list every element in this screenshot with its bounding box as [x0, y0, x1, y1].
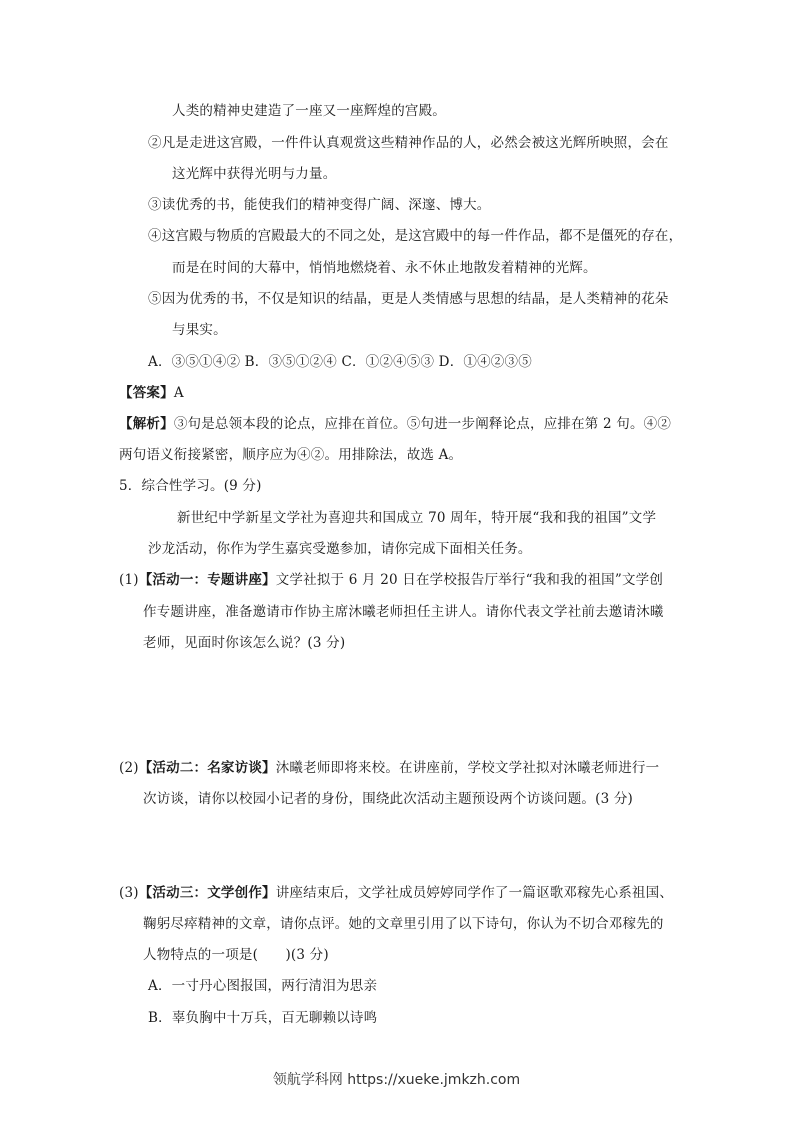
part-3-cont: 鞠躬尽瘁精神的文章，请你点评。她的文章里引用了以下诗句，你认为不切合邓稼先的: [143, 916, 664, 932]
option-b: B．辜负胸中十万兵，百无聊赖以诗鸣: [148, 1010, 378, 1026]
option-a: A．一寸丹心图报国，两行清泪为思亲: [148, 978, 378, 994]
answer-line: [119, 383, 184, 403]
part-2-cont: 次访谈，请你以校园小记者的身份，围绕此次活动主题预设两个访谈问题。(3 分): [143, 791, 634, 807]
analysis-line: [119, 414, 671, 434]
analysis-line-cont: 两句语义衔接紧密，顺序应为④②。用排除法，故选 A。: [119, 447, 463, 463]
part-2-tag: 【活动二：名家访谈】: [138, 760, 276, 776]
part-2: [119, 758, 659, 778]
sentence-5: ⑤因为优秀的书，不仅是知识的结晶，更是人类情感与思想的结晶，是人类精神的花朵: [148, 291, 669, 307]
question-5-intro-cont: 沙龙活动，你作为学生嘉宾受邀参加，请你完成下面相关任务。: [148, 541, 532, 557]
sentence-5-cont: 与果实。: [172, 322, 227, 338]
sentence-4: ④这宫殿与物质的宫殿最大的不同之处，是这宫殿中的每一件作品，都不是僵死的存在，: [148, 228, 683, 244]
page-footer: 领航学科网 https://xueke.jmkzh.com: [272, 1072, 521, 1088]
answer-tag: 【答案】: [119, 385, 174, 401]
part-1-number: (1): [119, 572, 139, 588]
analysis-text: ③句是总领本段的论点，应排在首位。⑤句进一步阐释论点，应排在第 2 句。④②: [173, 416, 672, 432]
analysis-tag: 【解析】: [119, 416, 174, 432]
part-3-number: (3): [119, 885, 139, 901]
part-1: [119, 570, 663, 590]
part-3: [119, 883, 673, 903]
part-3-tag: 【活动三：文学创作】: [138, 885, 276, 901]
question-5-intro: 新世纪中学新星文学社为喜迎共和国成立 70 周年，特开展“我和我的祖国”文学: [177, 510, 657, 526]
sentence-4-cont: 而是在时间的大幕中，悄悄地燃烧着、永不休止地散发着精神的光辉。: [172, 260, 597, 276]
passage-line: 人类的精神史建造了一座又一座辉煌的宫殿。: [172, 103, 446, 119]
part-3-cont-2: 人物特点的一项是( )(3 分): [143, 947, 329, 963]
answer-value: A: [173, 385, 184, 401]
sentence-2-cont: 这光辉中获得光明与力量。: [172, 166, 337, 182]
sentence-3: ③读优秀的书，能使我们的精神变得广阔、深邃、博大。: [148, 197, 491, 213]
part-1-text: 文学社拟于 6 月 20 日在学校报告厅举行“我和我的祖国”文学创: [275, 572, 664, 588]
part-3-text: 讲座结束后，文学社成员婷婷同学作了一篇讴歌邓稼先心系祖国、: [275, 885, 674, 901]
part-1-cont: 作专题讲座，准备邀请市作协主席沐曦老师担任主讲人。请你代表文学社前去邀请沐曦: [143, 604, 664, 620]
part-2-number: (2): [119, 760, 139, 776]
part-1-tag: 【活动一：专题讲座】: [138, 572, 276, 588]
question-5-title: 5．综合性学习。(9 分): [119, 478, 262, 494]
part-1-cont-2: 老师，见面时你该怎么说？(3 分): [143, 635, 346, 651]
answer-options: A．③⑤①④② B．③⑤①②④ C．①②④⑤③ D．①④②③⑤: [148, 354, 532, 370]
sentence-2: ②凡是走进这宫殿，一件件认真观赏这些精神作品的人，必然会被这光辉所映照，会在: [148, 135, 669, 151]
part-2-text: 沐曦老师即将来校。在讲座前，学校文学社拟对沐曦老师进行一: [275, 760, 660, 776]
